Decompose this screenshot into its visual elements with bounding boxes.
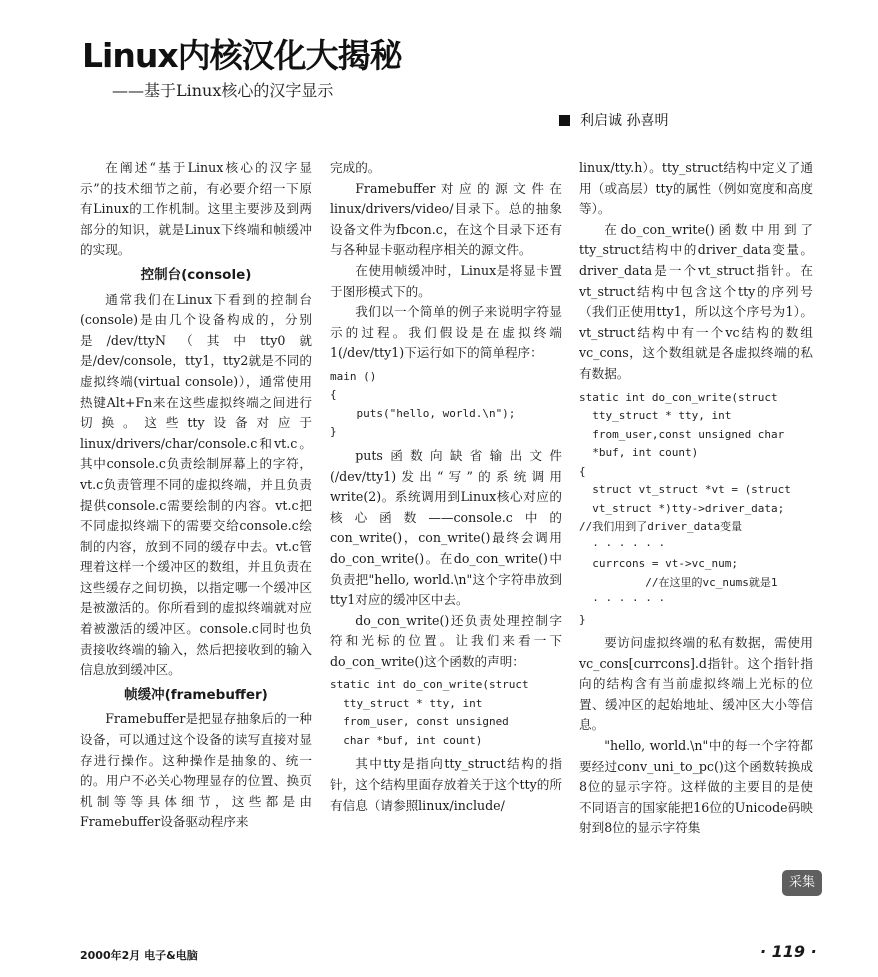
- paragraph: 要访问虚拟终端的私有数据，需使用vc_cons[currcons].d指针。这个指针指向的结构含有当前虚拟终端上光标的位置、缓冲区的起始地址、缓冲区大小等信息。: [579, 635, 813, 733]
- page-number: · 119 ·: [760, 942, 817, 961]
- paragraph: 我们以一个简单的例子来说明字符显示的过程。我们假设是在虚拟终端1(/dev/tty1)下运行如下的简单程序：: [330, 304, 562, 361]
- paragraph: Framebuffer是把显存抽象后的一种设备，可以通过这个设备的读写直接对显存进行操作。这种操作是抽象的、统一的。用户不必关心物理显存的位置、换页机制等等具体细节，这些都是由Framebuffer设备驱动程序来: [80, 711, 312, 830]
- column-2: [330, 158, 562, 816]
- article-title: Linux内核汉化大揭秘: [82, 36, 402, 75]
- paragraph: 在do_con_write()函数中用到了tty_struct结构中的driver_data变量。driver_data是一个vt_struct指针。在vt_struct结构中包含这个tty的序列号（我们正使用tty1，所以这个序号为1）。vt_struct结构中有一个vc结构的数组vc_cons，这个数组就是各虚拟终端的私有数据。: [579, 221, 813, 381]
- paragraph: do_con_write()还负责处理控制字符和光标的位置。让我们来看一下do_con_write()这个函数的声明：: [330, 612, 562, 669]
- paragraph: 完成的。: [330, 160, 381, 175]
- code-block: main () { puts("hello, world.\n"); }: [330, 369, 516, 439]
- code-block: static int do_con_write(struct tty_struct * tty, int from_user, const unsigned char *buf, int count): [330, 678, 529, 747]
- paragraph: Framebuffer对应的源文件在linux/drivers/video/目录下。总的抽象设备文件为fbcon.c，在这个目录下还有与各种显卡驱动程序相关的源文件。: [330, 180, 562, 258]
- paragraph: linux/tty.h）。tty_struct结构中定义了通用（或高层）tty的属性（例如宽度和高度等）。: [579, 160, 813, 217]
- paragraph: 在使用帧缓冲时，Linux是将显卡置于图形模式下的。: [330, 262, 562, 299]
- paragraph: "hello, world.\n"中的每一个字符都要经过conv_uni_to_pc()这个函数转换成8位的显示字符。这样做的主要目的是使不同语言的国家能把16位的Unicode码映射到8位的显示字符集: [579, 738, 813, 836]
- paragraph: 通常我们在Linux下看到的控制台(console)是由几个设备构成的，分别是/dev/ttyN（其中tty0就是/dev/console，tty1，tty2就是不同的虚拟终端(virtual console)），通常使用热键Alt+Fn来在这些虚拟终端之间进行切换。这些tty设备对应于linux/drivers/char/console.c和vt.c。其中console.c负责绘制屏幕上的字符，vt.c负责管理不同的虚拟终端，并且负责提供console.c需要绘制的内容。vt.c把不同虚拟终端下的需要交给console.c绘制的内容，放到不同的缓存中去。vt.c管理着这样一个缓冲区的数组，并且负责在这些缓存之间切换，以指定哪一个缓冲区是被激活的。你所看到的虚拟终端就对应着被激活的缓冲区。console.c同时也负责接收终端的输入，然后把接收到的输入信息放到缓冲区。: [80, 291, 312, 678]
- issue-info: 2000年2月 电子&电脑: [80, 949, 198, 962]
- authors: 利启诚 孙喜明: [580, 113, 669, 129]
- column-1: [80, 158, 312, 833]
- article-subtitle: ——基于Linux核心的汉字显示: [112, 81, 334, 100]
- section-heading-framebuffer: 帧缓冲(framebuffer): [124, 686, 268, 703]
- collect-button[interactable]: 采集: [782, 870, 822, 896]
- section-heading-console: 控制台(console): [140, 266, 252, 283]
- code-block: static int do_con_write(struct tty_struct * tty, int from_user,const unsigned char *buf, int count) { struct vt_struct *vt = (struct vt_struct *)tty->driver_data; //我们用到了driver_data变量 · · · · · · currcons = vt->vc_num; //在这里的vc_nums就是1 · · · · · · }: [579, 390, 791, 626]
- author-line: [559, 110, 668, 130]
- paragraph: 其中tty是指向tty_struct结构的指针，这个结构里面存放着关于这个tty的所有信息（请参照linux/include/: [330, 756, 562, 813]
- paragraph: 在阐述“基于Linux核心的汉字显示”的技术细节之前，有必要介绍一下原有Linux的工作机制。这里主要涉及到两部分的知识，就是Linux下终端和帧缓冲的实现。: [80, 160, 312, 258]
- column-3: [579, 158, 813, 839]
- square-bullet-icon: [559, 115, 570, 126]
- paragraph: puts函数向缺省输出文件(/dev/tty1)发出“写”的系统调用write(2)。系统调用到Linux核心对应的核心函数——console.c中的con_write()，con_write()最终会调用do_con_write()。在do_con_write()中负责把"hello, world.\n"这个字符串放到tty1对应的缓冲区中去。: [330, 447, 562, 608]
